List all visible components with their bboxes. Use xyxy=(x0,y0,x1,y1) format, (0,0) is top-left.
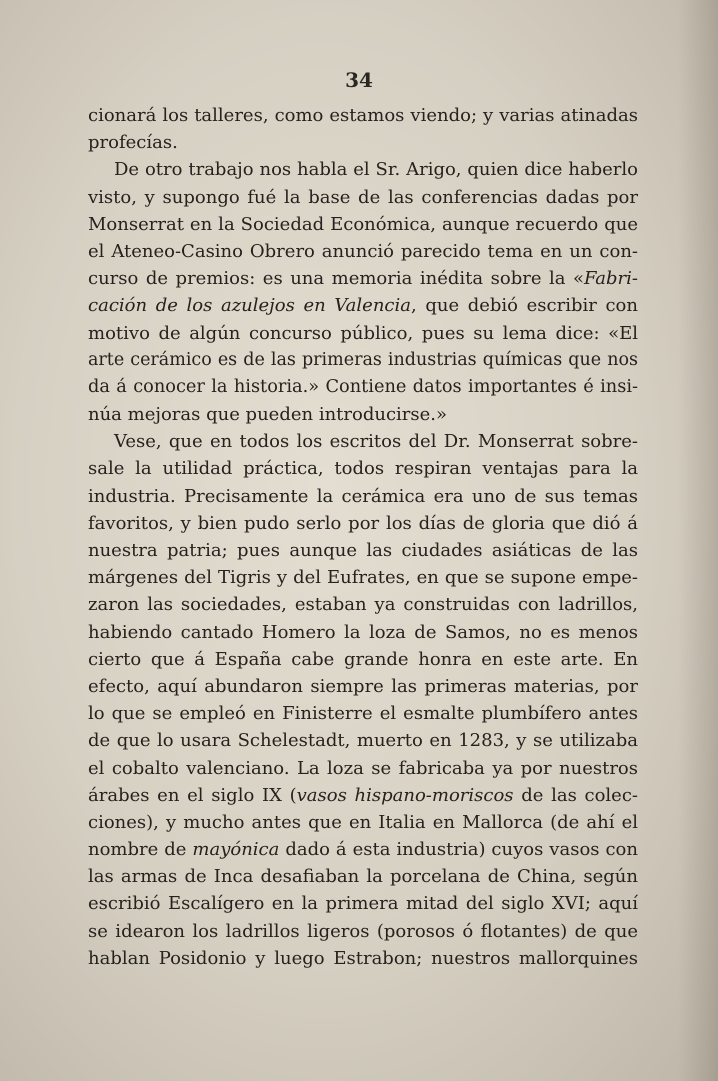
text-line xyxy=(88,918,638,945)
text-line xyxy=(88,184,638,211)
text-segment: nuestra patria; pues aunque las ciudades asiáticas de las xyxy=(88,540,638,561)
text-segment: da á conocer la historia.» Contiene datos importantes é insi- xyxy=(88,376,638,397)
text-segment: ciones), y mucho antes que en Italia en Mallorca (de ahí el xyxy=(88,811,638,833)
text-segment: de que lo usara Schelestadt, muerto en 1283, y se utilizaba xyxy=(88,730,638,752)
text-segment: se idearon los ladrillos ligeros (porosos ó flotantes) de que xyxy=(88,920,638,942)
text-segment: escribió Escalígero en la primera mitad del siglo XVI; aquí xyxy=(88,893,638,915)
text-segment: De otro trabajo nos habla el Sr. Arigo, quien dice haberlo xyxy=(114,159,638,181)
text-segment: arte cerámico es de las primeras industrias químicas que nos xyxy=(88,349,638,370)
text-line xyxy=(88,619,638,646)
text-segment: profecías. xyxy=(88,132,178,154)
text-segment: el Ateneo-Casino Obrero anunció parecido tema en un con- xyxy=(88,240,638,262)
text-segment: márgenes del Tigris y del Eufrates, en que se supone empe- xyxy=(88,567,638,589)
text-line xyxy=(88,428,638,455)
text-line xyxy=(88,265,638,292)
text-line xyxy=(88,646,638,673)
text-segment: hablan Posidonio y luego Estrabon; nuestros mallorquines xyxy=(88,947,638,969)
italic-text: cación de los azulejos en Valencia xyxy=(88,295,411,317)
text-line xyxy=(88,455,638,482)
text-line xyxy=(88,890,638,917)
text-line xyxy=(88,755,638,782)
text-segment: efecto, aquí abundaron siempre las primeras materias, por xyxy=(88,675,638,697)
text-line xyxy=(88,238,638,265)
text-line xyxy=(88,673,638,700)
text-segment: lo que se empleó en Finisterre el esmalte plumbífero antes xyxy=(88,703,638,725)
text-segment: favoritos, y bien pudo serlo por los días de gloria que dió á xyxy=(88,512,638,534)
text-segment: curso de premios: es una memoria inédita sobre la « xyxy=(88,268,585,290)
text-line xyxy=(88,129,638,156)
text-segment: cionará los talleres, como estamos viendo; y varias atinadas xyxy=(88,105,638,126)
text-line xyxy=(88,809,638,836)
text-line xyxy=(88,211,638,238)
text-line xyxy=(88,102,638,129)
italic-text: mayónica xyxy=(192,839,280,861)
text-line xyxy=(88,836,638,863)
text-line xyxy=(88,292,638,319)
text-line xyxy=(88,347,638,374)
text-segment: Vese, que en todos los escritos del Dr. Monserrat sobre- xyxy=(114,431,638,453)
text-line xyxy=(88,700,638,727)
text-line xyxy=(88,863,638,890)
italic-text: Fabri- xyxy=(584,268,638,290)
text-segment: industria. Precisamente la cerámica era uno de sus temas xyxy=(88,485,638,507)
text-segment: motivo de algún concurso público, pues su lema dice: «El xyxy=(88,322,638,344)
text-segment: dado á esta industria) cuyos vasos con xyxy=(279,839,638,861)
text-segment: Monserrat en la Sociedad Económica, aunque recuerdo que xyxy=(88,213,638,235)
text-line xyxy=(88,782,638,809)
text-segment: zaron las sociedades, estaban ya construidas con ladrillos, xyxy=(88,594,638,616)
italic-text: vasos hispano-moriscos xyxy=(296,784,514,806)
text-segment: de las colec- xyxy=(513,784,638,806)
text-line xyxy=(88,537,638,564)
page-edge-shadow xyxy=(678,0,718,1081)
text-segment: el cobalto valenciano. La loza se fabricaba ya por nuestros xyxy=(88,757,638,779)
text-segment: nombre de xyxy=(88,839,193,861)
text-segment: , que debió escribir con xyxy=(410,295,638,317)
text-segment: las armas de Inca desafiaban la porcelana de China, según xyxy=(88,866,638,888)
text-segment: habiendo cantado Homero la loza de Samos, no es menos xyxy=(88,621,638,643)
text-line xyxy=(88,510,638,537)
text-segment: árabes en el siglo IX ( xyxy=(88,784,297,806)
text-line xyxy=(88,374,638,401)
text-segment: núa mejoras que pueden introducirse.» xyxy=(88,404,448,426)
text-segment: sale la utilidad práctica, todos respiran ventajas para la xyxy=(88,458,638,480)
text-line xyxy=(88,591,638,618)
text-line xyxy=(88,156,638,183)
text-line xyxy=(88,483,638,510)
text-segment: cierto que á España cabe grande honra en este arte. En xyxy=(88,648,638,670)
text-line xyxy=(88,320,638,347)
body-text xyxy=(88,102,638,972)
text-segment: visto, y supongo fué la base de las conferencias dadas por xyxy=(88,186,638,208)
text-line xyxy=(88,945,638,972)
text-line xyxy=(88,564,638,591)
page-number: 34 xyxy=(345,68,373,92)
text-line xyxy=(88,727,638,754)
text-line xyxy=(88,401,638,428)
